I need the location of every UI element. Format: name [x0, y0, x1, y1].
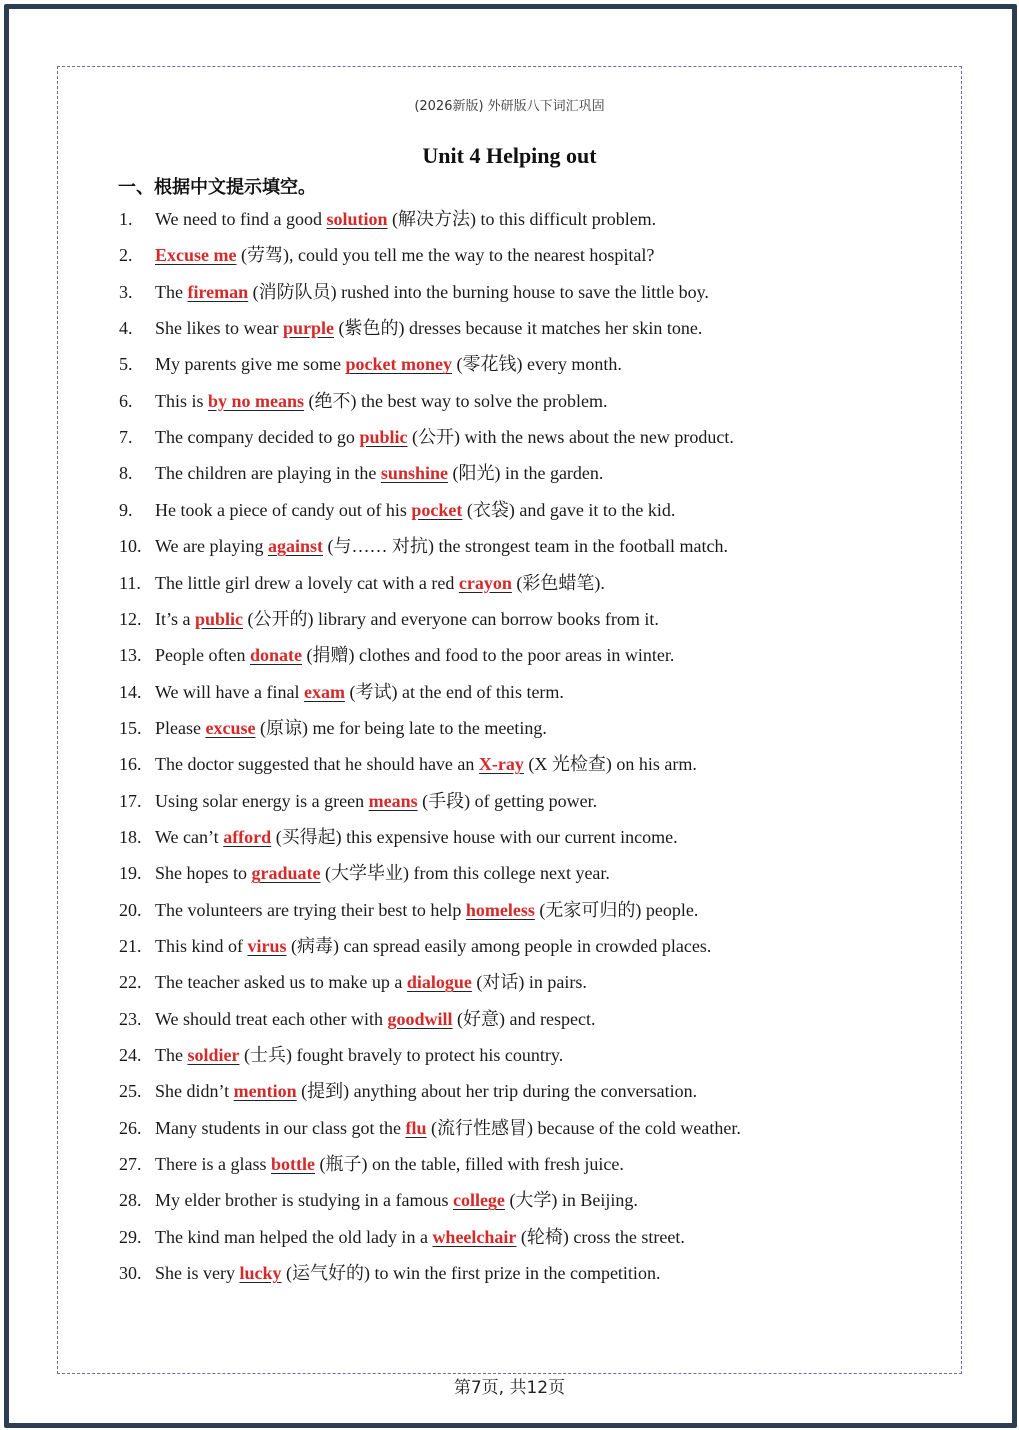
item-number: 2. — [119, 245, 133, 266]
exercise-item — [119, 822, 678, 852]
item-text-before: We should treat each other with — [155, 1008, 388, 1029]
item-text-before: We can’t — [155, 826, 224, 847]
item-number: 1. — [119, 209, 133, 229]
item-text-after: (大学毕业) from this college next year. — [320, 863, 610, 884]
exercise-item — [119, 422, 734, 452]
item-number: 30. — [119, 1263, 142, 1284]
answer-blank: excuse — [205, 717, 256, 738]
answer-blank: mention — [233, 1081, 297, 1102]
item-number: 5. — [119, 354, 133, 375]
item-text-before: She is very — [155, 1263, 240, 1284]
answer-blank: homeless — [465, 899, 535, 920]
item-text-before: This kind of — [155, 936, 248, 956]
answer-blank: public — [359, 427, 408, 448]
item-number: 29. — [119, 1226, 142, 1247]
item-text-after: (对话) in pairs. — [471, 972, 587, 993]
answer-blank: donate — [249, 645, 302, 666]
exercise-item — [119, 1004, 595, 1034]
item-text-after: (公开) with the news about the new product. — [407, 427, 734, 448]
item-text-after: (好意) and respect. — [452, 1008, 596, 1029]
item-text-after: (瓶子) on the table, filled with fresh juice. — [314, 1154, 624, 1175]
exercise-item — [119, 277, 709, 307]
answer-blank: purple — [282, 318, 334, 339]
exercise-item — [119, 495, 675, 525]
item-number: 17. — [119, 790, 142, 811]
answer-blank: exam — [304, 681, 345, 702]
exercise-item — [119, 204, 656, 234]
item-text-after: (买得起) this expensive house with our current income. — [271, 826, 678, 847]
exercise-item — [119, 895, 698, 925]
exercise-item — [119, 1185, 638, 1215]
answer-blank: goodwill — [387, 1008, 453, 1029]
exercise-item — [119, 1076, 697, 1106]
item-text-after: (士兵) fought bravely to protect his country. — [239, 1045, 564, 1066]
exercise-item — [119, 640, 674, 670]
item-number: 18. — [119, 826, 142, 847]
item-text-before: We are playing — [155, 536, 269, 557]
item-text-before: The teacher asked us to make up a — [155, 972, 407, 993]
item-text-after: (劳驾), could you tell me the way to the nearest hospital? — [236, 245, 655, 266]
item-number: 24. — [119, 1045, 142, 1066]
exercise-item — [119, 1113, 741, 1143]
item-text-before: There is a glass — [155, 1154, 271, 1175]
exercise-item — [119, 1258, 660, 1288]
item-text-before: Please — [155, 717, 206, 738]
item-text-before: The kind man helped the old lady in a — [155, 1226, 433, 1247]
item-text-after: (运气好的) to win the first prize in the competition. — [281, 1263, 661, 1284]
exercise-item — [119, 749, 697, 779]
item-text-before: Many students in our class got the — [155, 1117, 406, 1138]
item-text-after: (衣袋) and gave it to the kid. — [462, 499, 676, 520]
item-number: 19. — [119, 863, 142, 884]
item-text-after: (原谅) me for being late to the meeting. — [255, 717, 547, 738]
item-number: 11. — [119, 572, 141, 593]
item-text-after: (X 光检查) on his arm. — [523, 754, 697, 775]
item-text-before: The company decided to go — [155, 427, 360, 448]
item-text-before: She hopes to — [155, 863, 252, 884]
item-number: 28. — [119, 1190, 142, 1211]
answer-blank: crayon — [458, 572, 512, 593]
exercise-item — [119, 349, 622, 379]
item-number: 8. — [119, 463, 133, 484]
item-text-before: The doctor suggested that he should have an — [155, 754, 479, 775]
item-number: 16. — [119, 754, 142, 775]
item-text-after: (流行性感冒) because of the cold weather. — [426, 1117, 741, 1138]
item-number: 23. — [119, 1008, 142, 1029]
item-text-before: She didn’t — [155, 1081, 234, 1102]
item-number: 27. — [119, 1154, 142, 1175]
section-heading: 一、根据中文提示填空。 — [118, 177, 316, 198]
item-text-after: (考试) at the end of this term. — [344, 681, 564, 702]
item-text-before: The little girl drew a lovely cat with a red — [155, 572, 459, 593]
item-number: 15. — [119, 717, 142, 738]
item-text-after: (解决方法) to this difficult problem. — [387, 209, 657, 229]
answer-blank: soldier — [187, 1045, 240, 1066]
page-footer: 第7页, 共12页 — [453, 1378, 566, 1398]
answer-blank: pocket money — [345, 354, 452, 375]
item-text-after: (绝不) the best way to solve the problem. — [304, 390, 608, 411]
exercise-item — [119, 786, 597, 816]
exercise-item — [119, 240, 654, 270]
answer-blank: virus — [247, 936, 287, 956]
item-text-before: People often — [155, 645, 250, 666]
item-text-after: (提到) anything about her trip during the conversation. — [296, 1081, 698, 1102]
exercise-item — [119, 967, 587, 997]
item-text-before: My elder brother is studying in a famous — [155, 1190, 453, 1211]
item-number: 22. — [119, 972, 142, 993]
exercise-item — [119, 677, 564, 707]
item-text-before: She likes to wear — [155, 318, 283, 339]
exercise-item — [119, 1149, 624, 1179]
item-text-before: This is — [155, 390, 209, 411]
exercise-item — [119, 458, 603, 488]
answer-blank: solution — [326, 209, 388, 229]
item-text-after: (轮椅) cross the street. — [516, 1226, 685, 1247]
item-number: 10. — [119, 536, 142, 557]
answer-blank: graduate — [251, 863, 321, 884]
item-text-after: (捐赠) clothes and food to the poor areas in winter. — [302, 645, 675, 666]
answer-blank: bottle — [270, 1154, 315, 1175]
exercise-item — [119, 568, 605, 598]
item-number: 20. — [119, 899, 142, 920]
item-number: 13. — [119, 645, 142, 666]
item-number: 4. — [119, 318, 133, 339]
item-number: 7. — [119, 427, 133, 448]
answer-blank: X-ray — [478, 754, 524, 775]
item-number: 21. — [119, 936, 142, 956]
answer-blank: public — [195, 608, 244, 629]
item-text-after: (消防队员) rushed into the burning house to save the little boy. — [248, 281, 709, 302]
item-text-after: (阳光) in the garden. — [447, 463, 604, 484]
item-text-after: (与…… 对抗) the strongest team in the football match. — [323, 536, 728, 557]
item-text-after: (紫色的) dresses because it matches her skin tone. — [333, 318, 703, 339]
answer-blank: Excuse me — [155, 245, 237, 266]
item-number: 9. — [119, 499, 133, 520]
exercise-item — [119, 1040, 563, 1070]
answer-blank: afford — [223, 826, 272, 847]
item-number: 12. — [119, 608, 142, 629]
item-number: 26. — [119, 1117, 142, 1138]
exercise-item — [119, 313, 702, 343]
item-text-after: (公开的) library and everyone can borrow books from it. — [243, 608, 659, 629]
item-number: 14. — [119, 681, 142, 702]
exercise-item — [119, 531, 728, 561]
document-header: (2026新版) 外研版八下词汇巩固 — [414, 99, 605, 114]
answer-blank: against — [268, 536, 324, 557]
item-text-after: (手段) of getting power. — [417, 790, 598, 811]
item-text-before: It’s a — [155, 608, 195, 629]
item-text-after: (彩色蜡笔). — [511, 572, 605, 593]
answer-blank: dialogue — [406, 972, 472, 993]
item-text-before: Using solar energy is a green — [155, 790, 369, 811]
item-text-after: (无家可归的) people. — [534, 899, 699, 920]
item-number: 6. — [119, 390, 133, 411]
answer-blank: means — [368, 790, 418, 811]
item-number: 3. — [119, 281, 133, 302]
answer-blank: fireman — [187, 281, 249, 302]
item-text-before: My parents give me some — [155, 354, 346, 375]
item-text-before: The — [155, 281, 188, 302]
item-text-after: (病毒) can spread easily among people in crowded places. — [286, 936, 712, 956]
item-text-before: He took a piece of candy out of his — [155, 499, 412, 520]
exercise-item — [119, 604, 659, 634]
exercise-item — [119, 931, 711, 961]
exercise-item — [119, 386, 607, 416]
item-text-before: We will have a final — [155, 681, 304, 702]
item-text-before: The volunteers are trying their best to help — [155, 899, 466, 920]
item-number: 25. — [119, 1081, 142, 1102]
answer-blank: lucky — [239, 1263, 282, 1284]
item-text-before: The — [155, 1045, 188, 1066]
exercise-item — [119, 713, 547, 743]
item-text-after: (零花钱) every month. — [451, 354, 622, 375]
answer-blank: wheelchair — [432, 1226, 517, 1247]
exercise-item — [119, 858, 610, 888]
exercise-item — [119, 1222, 685, 1252]
unit-title: Unit 4 Helping out — [422, 143, 597, 168]
answer-blank: pocket — [411, 499, 463, 520]
answer-blank: sunshine — [380, 463, 448, 484]
answer-blank: college — [452, 1190, 505, 1211]
item-text-before: The children are playing in the — [155, 463, 381, 484]
answer-blank: by no means — [208, 390, 305, 411]
item-text-before: We need to find a good — [155, 209, 327, 229]
item-text-after: (大学) in Beijing. — [504, 1190, 638, 1211]
answer-blank: flu — [405, 1117, 427, 1138]
